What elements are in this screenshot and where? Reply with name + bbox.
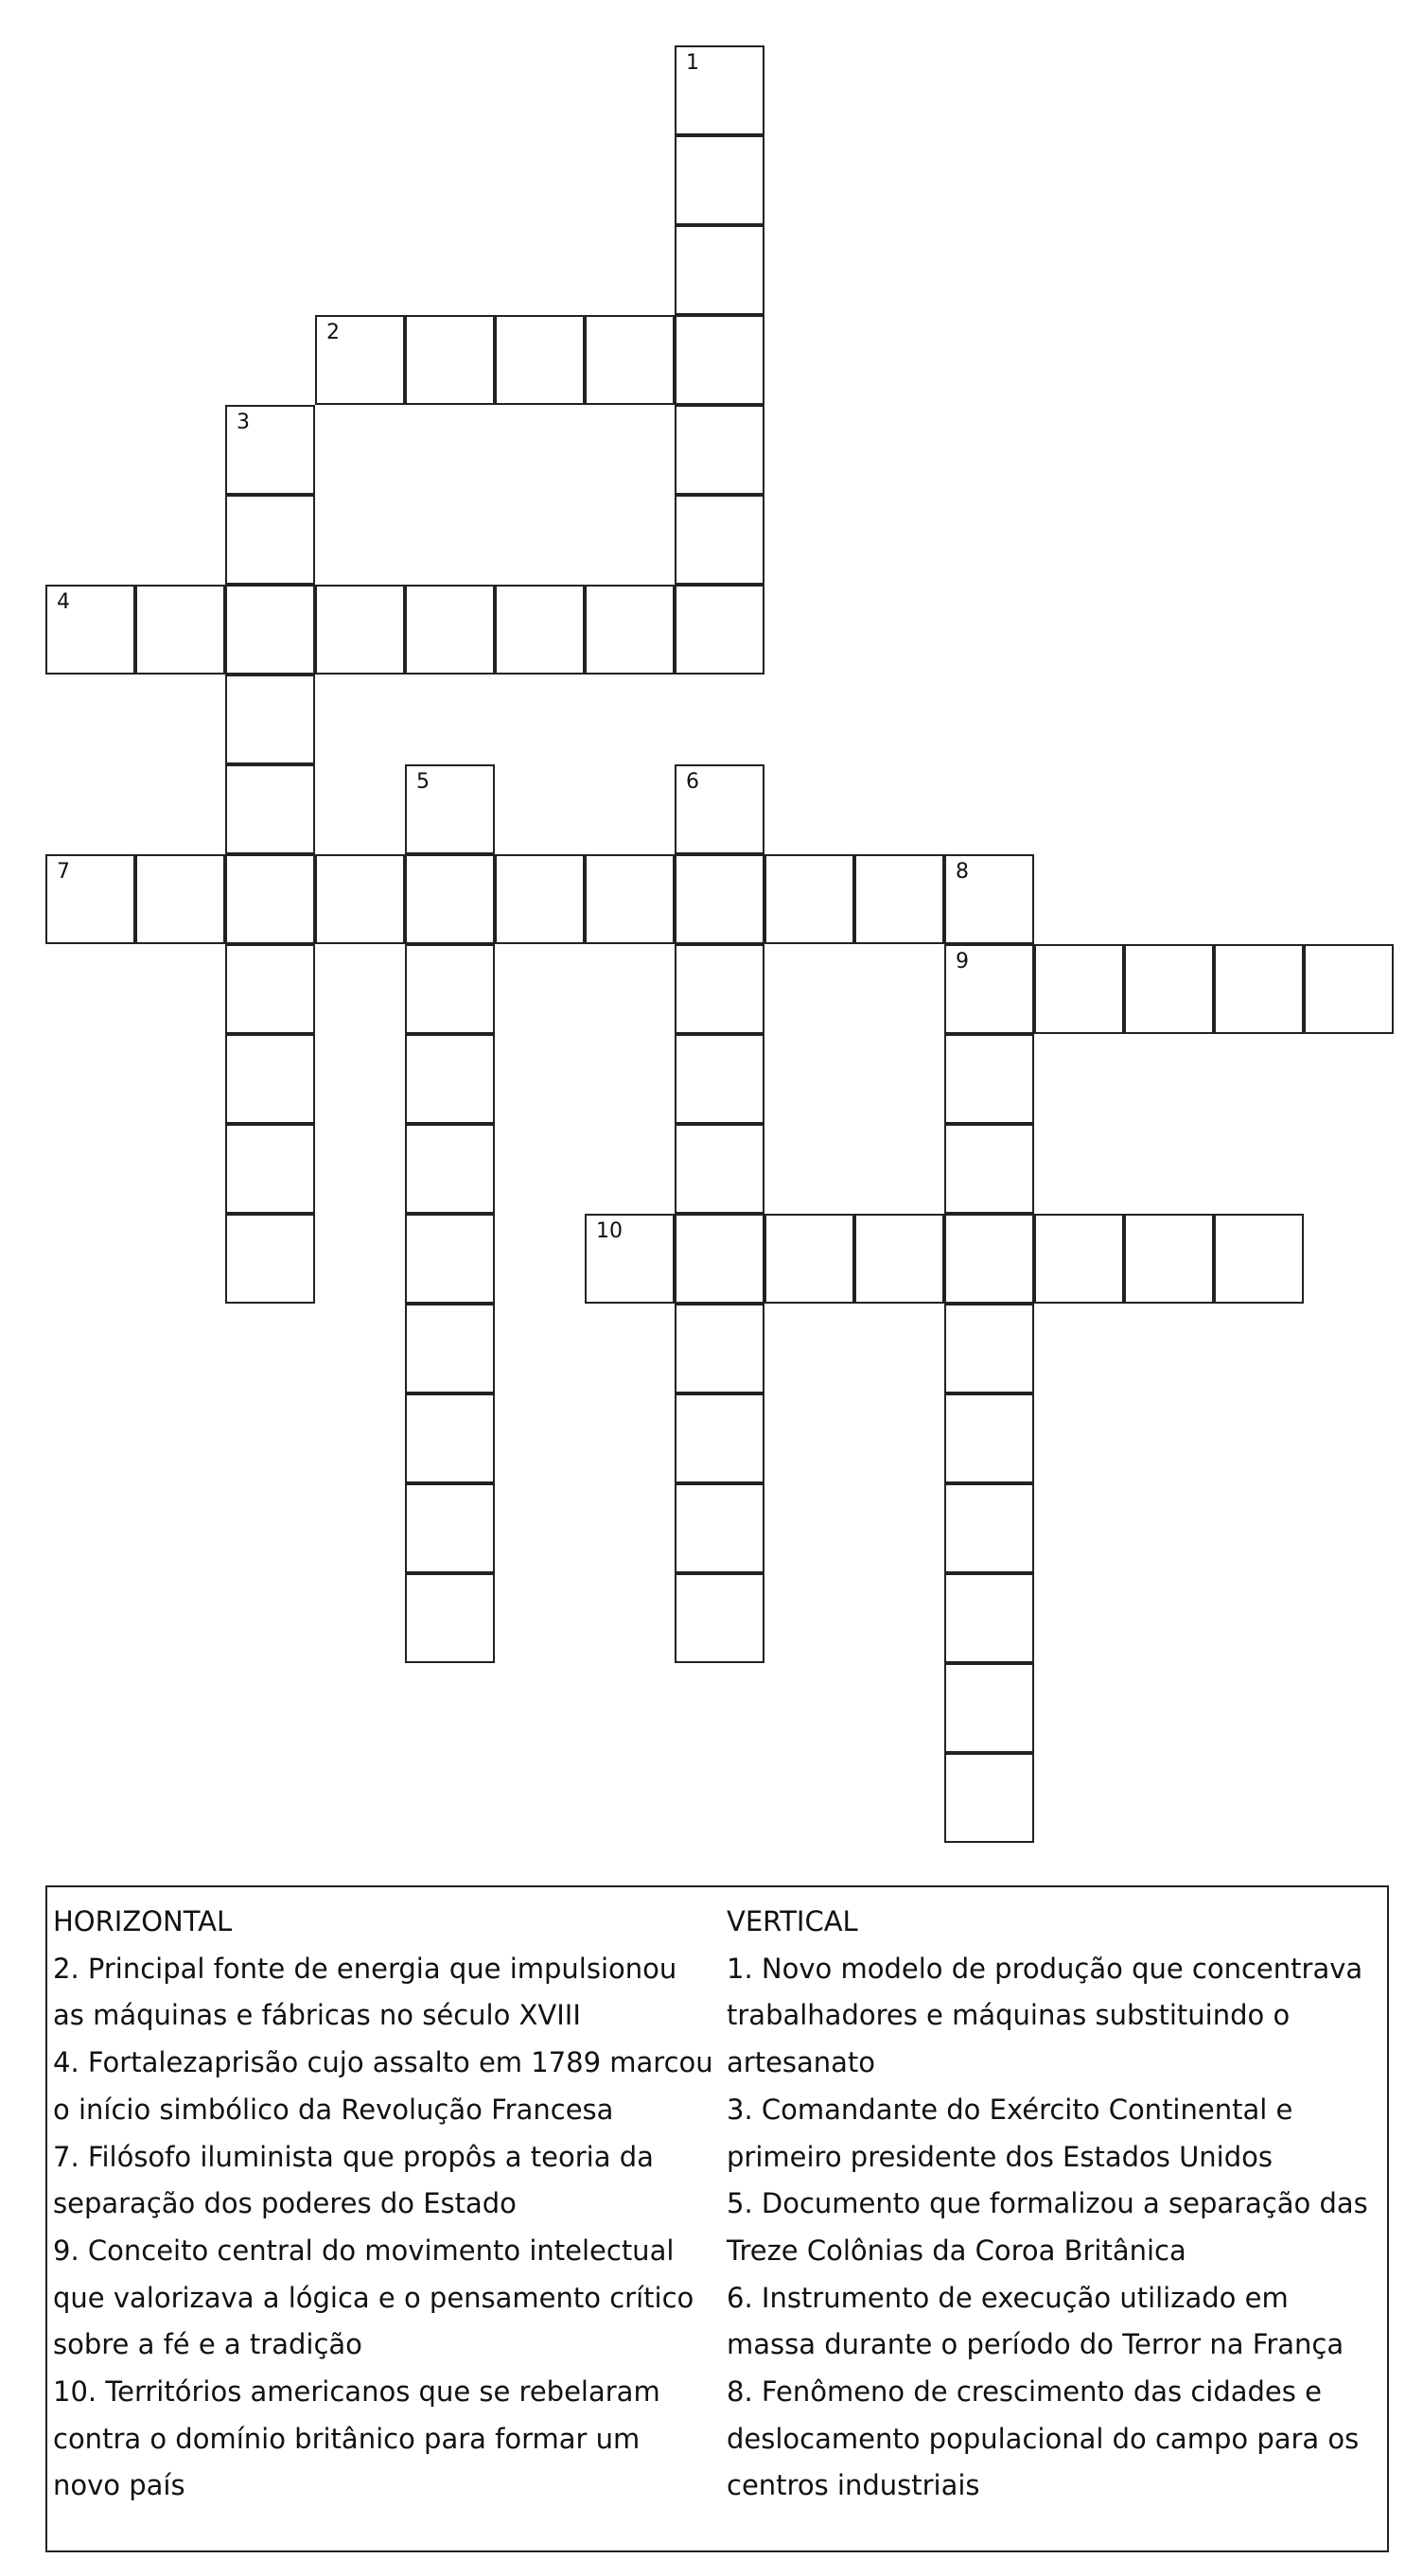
crossword-cell[interactable]: [944, 854, 1034, 944]
vertical-clue-3: 3. Comandante do Exército Continental e primeiro presidente dos Estados Unidos: [727, 2093, 1293, 2173]
crossword-cell[interactable]: [764, 1214, 854, 1304]
crossword-cell[interactable]: [1304, 944, 1394, 1034]
crossword-cell[interactable]: [225, 1124, 315, 1214]
crossword-cell[interactable]: [944, 1214, 1034, 1304]
crossword-cell[interactable]: [405, 1483, 495, 1573]
crossword-cell[interactable]: [944, 1034, 1034, 1124]
vertical-clue-6: 6. Instrumento de execução utilizado em massa durante o período do Terror na França: [727, 2281, 1344, 2361]
crossword-cell[interactable]: [675, 225, 764, 315]
crossword-cell[interactable]: [405, 854, 495, 944]
crossword-cell[interactable]: [675, 1483, 764, 1573]
crossword-cell[interactable]: [675, 495, 764, 585]
crossword-cell[interactable]: [1124, 1214, 1214, 1304]
crossword-cell[interactable]: [405, 1034, 495, 1124]
crossword-cell[interactable]: [675, 1034, 764, 1124]
crossword-cell[interactable]: [944, 1304, 1034, 1393]
crossword-cell[interactable]: [854, 1214, 944, 1304]
crossword-cell[interactable]: [1124, 944, 1214, 1034]
cell-number: 9: [956, 950, 969, 973]
crossword-cell[interactable]: [405, 585, 495, 675]
crossword-cell[interactable]: [675, 764, 764, 854]
crossword-cell[interactable]: [1034, 944, 1124, 1034]
crossword-cell[interactable]: [225, 495, 315, 585]
crossword-cell[interactable]: [944, 1573, 1034, 1663]
crossword-cell[interactable]: [944, 1124, 1034, 1214]
crossword-cell[interactable]: [225, 1214, 315, 1304]
crossword-cell[interactable]: [675, 854, 764, 944]
vertical-clue-1: 1. Novo modelo de produção que concentrava trabalhadores e máquinas substituindo o artesanato: [727, 1952, 1363, 2079]
crossword-cell[interactable]: [944, 944, 1034, 1034]
crossword-cell[interactable]: [405, 944, 495, 1034]
crossword-cell[interactable]: [225, 585, 315, 675]
horizontal-heading: HORIZONTAL: [53, 1905, 233, 1937]
crossword-cell[interactable]: [495, 854, 585, 944]
crossword-cell[interactable]: [495, 315, 585, 405]
cell-number: 4: [57, 590, 70, 614]
crossword-cell[interactable]: [225, 675, 315, 764]
crossword-cell[interactable]: [944, 1663, 1034, 1753]
crossword-cell[interactable]: [225, 764, 315, 854]
crossword-cell[interactable]: [944, 1483, 1034, 1573]
crossword-cell[interactable]: [45, 585, 135, 675]
crossword-cell[interactable]: [405, 1214, 495, 1304]
vertical-clues: [727, 1899, 1379, 2510]
crossword-cell[interactable]: [675, 45, 764, 135]
crossword-cell[interactable]: [854, 854, 944, 944]
crossword-cell[interactable]: [585, 1214, 675, 1304]
horizontal-clue-10: 10. Territórios americanos que se rebelaram contra o domínio britânico para formar um novo país: [53, 2375, 660, 2502]
crossword-cell[interactable]: [675, 1304, 764, 1393]
cell-number: 1: [686, 51, 699, 75]
crossword-cell[interactable]: [495, 585, 585, 675]
crossword-cell[interactable]: [675, 585, 764, 675]
crossword-cell[interactable]: [405, 764, 495, 854]
crossword-cell[interactable]: [944, 1393, 1034, 1483]
crossword-cell[interactable]: [675, 1573, 764, 1663]
crossword-cell[interactable]: [405, 1393, 495, 1483]
crossword-cell[interactable]: [405, 1573, 495, 1663]
cell-number: 5: [416, 770, 430, 794]
crossword-cell[interactable]: [764, 854, 854, 944]
crossword-cell[interactable]: [135, 585, 225, 675]
crossword-cell[interactable]: [405, 1124, 495, 1214]
crossword-cell[interactable]: [135, 854, 225, 944]
horizontal-clue-9: 9. Conceito central do movimento intelectual que valorizava a lógica e o pensamento crítico sobre a fé e a tradição: [53, 2234, 694, 2361]
vertical-heading: VERTICAL: [727, 1905, 858, 1937]
vertical-clue-5: 5. Documento que formalizou a separação das Treze Colônias da Coroa Britânica: [727, 2187, 1368, 2267]
crossword-cell[interactable]: [225, 405, 315, 495]
cell-number: 3: [237, 411, 250, 434]
clues-box: [45, 1885, 1389, 2552]
crossword-cell[interactable]: [585, 585, 675, 675]
cell-number: 6: [686, 770, 699, 794]
horizontal-clue-7: 7. Filósofo iluminista que propôs a teoria da separação dos poderes do Estado: [53, 2140, 654, 2220]
crossword-cell[interactable]: [315, 585, 405, 675]
horizontal-clue-4: 4. Fortalezaprisão cujo assalto em 1789 marcou o início simbólico da Revolução Francesa: [53, 2046, 713, 2126]
crossword-cell[interactable]: [225, 1034, 315, 1124]
crossword-cell[interactable]: [225, 944, 315, 1034]
horizontal-clues: [53, 1899, 715, 2510]
crossword-cell[interactable]: [1034, 1214, 1124, 1304]
crossword-cell[interactable]: [675, 944, 764, 1034]
crossword-cell[interactable]: [585, 854, 675, 944]
crossword-cell[interactable]: [315, 854, 405, 944]
cell-number: 10: [596, 1219, 623, 1243]
crossword-cell[interactable]: [675, 1214, 764, 1304]
crossword-cell[interactable]: [225, 854, 315, 944]
crossword-cell[interactable]: [675, 1393, 764, 1483]
cell-number: 2: [326, 321, 340, 344]
crossword-cell[interactable]: [675, 135, 764, 225]
vertical-clue-8: 8. Fenômeno de crescimento das cidades e deslocamento populacional do campo para os centros industriais: [727, 2375, 1360, 2502]
crossword-cell[interactable]: [405, 1304, 495, 1393]
crossword-cell[interactable]: [405, 315, 495, 405]
horizontal-clue-2: 2. Principal fonte de energia que impulsionou as máquinas e fábricas no século XVIII: [53, 1952, 677, 2032]
cell-number: 8: [956, 860, 969, 884]
crossword-cell[interactable]: [45, 854, 135, 944]
crossword-cell[interactable]: [585, 315, 675, 405]
crossword-cell[interactable]: [675, 405, 764, 495]
crossword-cell[interactable]: [675, 315, 764, 405]
crossword-cell[interactable]: [675, 1124, 764, 1214]
cell-number: 7: [57, 860, 70, 884]
crossword-cell[interactable]: [944, 1753, 1034, 1843]
crossword-cell[interactable]: [1214, 944, 1304, 1034]
crossword-cell[interactable]: [1214, 1214, 1304, 1304]
crossword-cell[interactable]: [315, 315, 405, 405]
